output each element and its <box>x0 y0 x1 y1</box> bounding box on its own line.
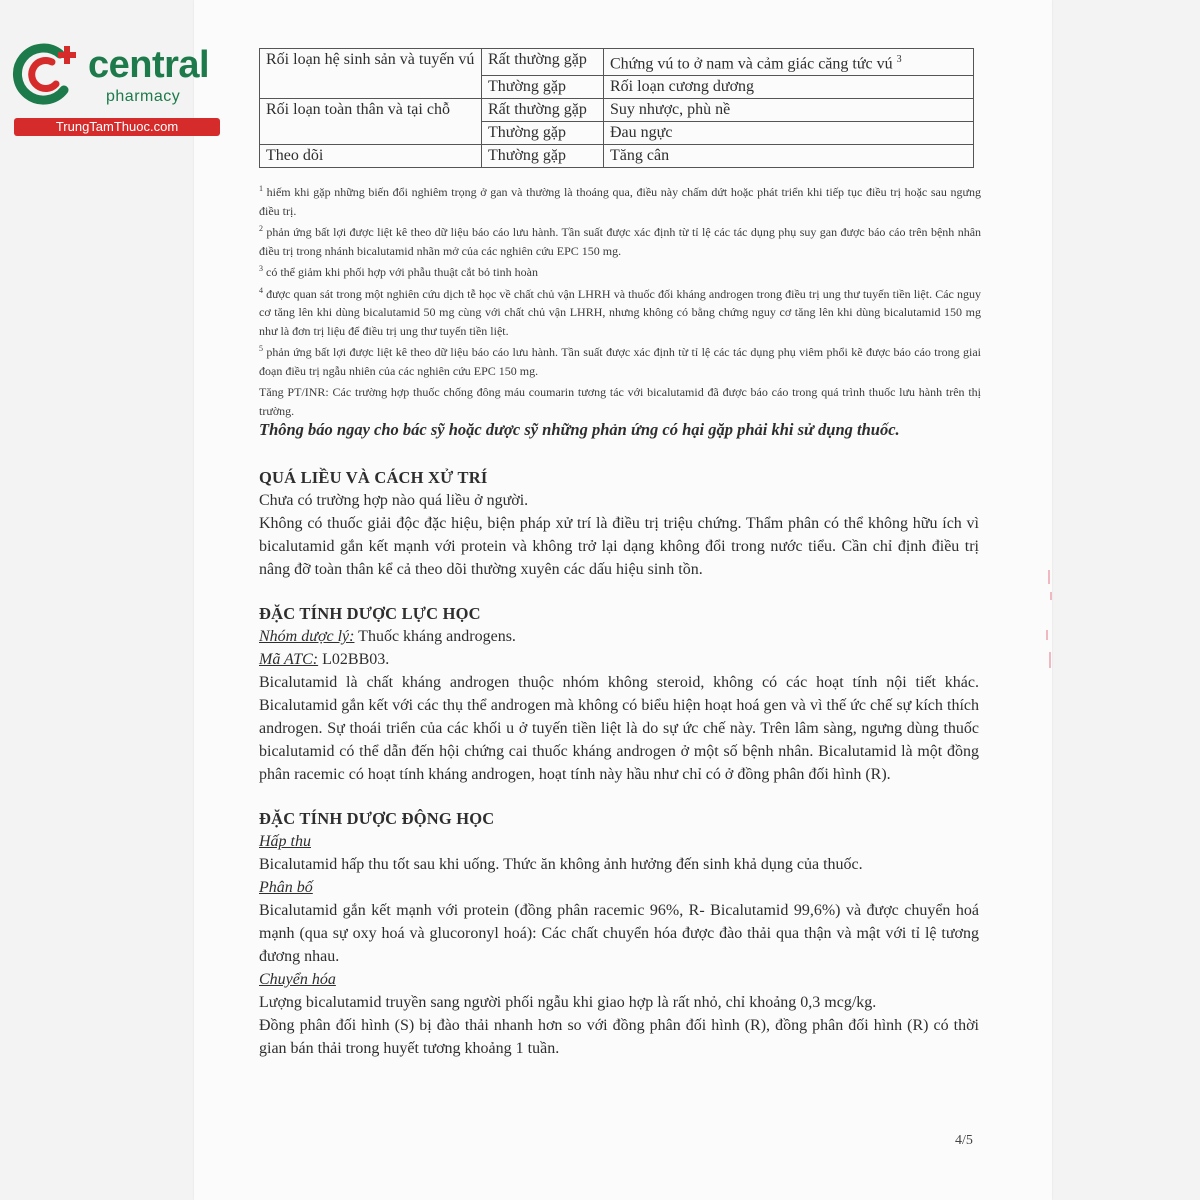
table-cell-effect: Chứng vú to ở nam và cảm giác căng tức vú $^3$ <box>604 49 974 76</box>
subheading: Nhóm dược lý: <box>259 628 355 645</box>
footnote: $^1$ hiếm khi gặp những biến đổi nghiêm trọng ở gan và thường là thoáng qua, điều này chấm dứt hoặc phát triển khi tiếp tục điều trị hoặc sau ngưng điều trị. <box>259 184 981 218</box>
document-body <box>259 466 979 1060</box>
paragraph: Nhóm dược lý: Thuốc kháng androgens. <box>259 628 516 645</box>
table-row <box>260 99 974 122</box>
footnote: $^2$ phản ứng bất lợi được liệt kê theo dữ liệu báo cáo lưu hành. Tần suất được xác định từ tỉ lệ các tác dụng phụ suy gan được báo cáo trên bệnh nhân điều trị trong nhánh bicalutamid nhãn mở của các nghiên cứu EPC 150 mg. <box>259 224 982 258</box>
table-cell-frequency: Rất thường gặp <box>482 99 604 122</box>
logo-brand: central <box>88 44 210 86</box>
table-cell-frequency: Thường gặp <box>482 76 604 99</box>
logo-site-link[interactable]: TrungTamThuoc.com <box>14 118 220 136</box>
central-pharmacy-logo[interactable] <box>12 38 222 138</box>
table-cell-effect: Rối loạn cương dương <box>604 76 974 99</box>
paragraph: Chưa có trường hợp nào quá liều ở người. <box>259 492 529 509</box>
edge-mark <box>1046 630 1048 640</box>
subheading: Phân bố <box>259 879 313 896</box>
page-number: 4/5 <box>955 1133 973 1148</box>
footnote: $^3$ có thể giảm khi phối hợp với phẫu thuật cắt bỏ tinh hoàn <box>259 264 538 279</box>
warning-text: Thông báo ngay cho bác sỹ hoặc dược sỹ những phản ứng có hại gặp phải khi sử dụng thuốc. <box>259 420 900 439</box>
table-row <box>260 145 974 168</box>
section-title-overdose: QUÁ LIỀU VÀ CÁCH XỬ TRÍ <box>259 468 488 487</box>
footnotes <box>259 180 981 420</box>
edge-mark <box>1048 570 1050 584</box>
table-cell-category: Rối loạn hệ sinh sản và tuyến vú <box>260 49 482 99</box>
table-cell-frequency: Thường gặp <box>482 145 604 168</box>
subheading: Hấp thu <box>259 833 311 850</box>
table-cell-frequency: Thường gặp <box>482 122 604 145</box>
paragraph: Bicalutamid hấp thu tốt sau khi uống. Thức ăn không ảnh hưởng đến sinh khả dụng của thuốc. <box>259 856 863 873</box>
table-cell-frequency: Rất thường gặp <box>482 49 604 76</box>
pharmacy-logo-icon <box>12 38 84 110</box>
paragraph: Không có thuốc giải độc đặc hiệu, biện pháp xử trí là điều trị triệu chứng. Thẩm phân có thể không hữu ích vì bicalutamid gắn kết mạnh với protein và không trở lại dạng không đổi trong nước tiểu. Cần chỉ định điều trị nâng đỡ toàn thân kể cả theo dõi thường xuyên các dấu hiệu sinh tồn. <box>259 515 979 578</box>
paragraph: Mã ATC: L02BB03. <box>259 651 390 668</box>
table-cell-effect: Suy nhược, phù nề <box>604 99 974 122</box>
subheading: Chuyển hóa <box>259 971 336 988</box>
section-title-pharmacokinetics: ĐẶC TÍNH DƯỢC ĐỘNG HỌC <box>259 809 495 828</box>
adverse-effects-table <box>259 48 974 168</box>
table-cell-category: Theo dõi <box>260 145 482 168</box>
section-title-pharmacodynamics: ĐẶC TÍNH DƯỢC LỰC HỌC <box>259 604 481 623</box>
logo-subtitle: pharmacy <box>106 88 181 105</box>
paragraph: Lượng bicalutamid truyền sang người phối ngẫu khi giao hợp là rất nhỏ, chỉ khoảng 0,3 mcg/kg. <box>259 994 877 1011</box>
footnote-note: Tăng PT/INR: Các trường hợp thuốc chống đông máu coumarin tương tác với bicalutamid đã được báo cáo trong quá trình thuốc lưu hành trên thị trường. <box>259 385 981 418</box>
edge-mark <box>1050 592 1052 600</box>
paragraph: Đồng phân đối hình (S) bị đào thải nhanh hơn so với đồng phân đối hình (R), đồng phân đối hình (R) có thời gian bán thải trong huyết tương khoảng 1 tuần. <box>259 1017 979 1057</box>
footnote: $^4$ được quan sát trong một nghiên cứu dịch tễ học về chất chủ vận LHRH và thuốc đối kháng androgen trong điều trị ung thư tuyến tiền liệt. Các nguy cơ tăng lên khi dùng bicalutamid 50 mg cùng với chất chủ vận LHRH, nhưng không có bằng chứng nguy cơ tăng lên khi dùng bicalutamid 150 mg như là đơn trị liệu để điều trị ung thư tuyến tiền liệt. <box>259 285 982 338</box>
footnote: $^5$ phản ứng bất lợi được liệt kê theo dữ liệu báo cáo lưu hành. Tần suất được xác định từ tỉ lệ các tác dụng phụ viêm phổi kẽ được báo cáo trong giai đoạn điều trị ngẫu nhiên của các nghiên cứu EPC 150 mg. <box>259 344 981 378</box>
table-cell-effect: Tăng cân <box>604 145 974 168</box>
footnote-ref: 3 <box>896 54 902 65</box>
edge-mark <box>1049 652 1051 668</box>
paragraph: Bicalutamid là chất kháng androgen thuộc nhóm không steroid, không có các hoạt tính nội tiết khác. Bicalutamid gắn kết với các thụ thể androgen mà không có biểu hiện hoạt hoá gen và vì thế ức chế sự kích thích androgen. Sự thoái triển của các khối u ở tuyến tiền liệt là do sự ức chế này. Trên lâm sàng, ngưng dùng thuốc bicalutamid có thể dẫn đến hội chứng cai thuốc kháng androgen ở một số bệnh nhân. Bicalutamid là một đồng phân racemic có hoạt tính kháng androgen, hoạt tính này hầu như chỉ có ở đồng phân đối hình (R). <box>259 674 979 783</box>
table-cell-category: Rối loạn toàn thân và tại chỗ <box>260 99 482 145</box>
subheading: Mã ATC: <box>259 651 319 668</box>
table-cell-effect: Đau ngực <box>604 122 974 145</box>
paragraph: Bicalutamid gắn kết mạnh với protein (đồng phân racemic 96%, R- Bicalutamid 99,6%) và được chuyển hoá mạnh (qua sự oxy hoá và glucoronyl hoá): Các chất chuyển hóa được đào thải qua thận và mật với tỉ lệ tương đương nhau. <box>259 902 979 965</box>
table-row <box>260 49 974 76</box>
